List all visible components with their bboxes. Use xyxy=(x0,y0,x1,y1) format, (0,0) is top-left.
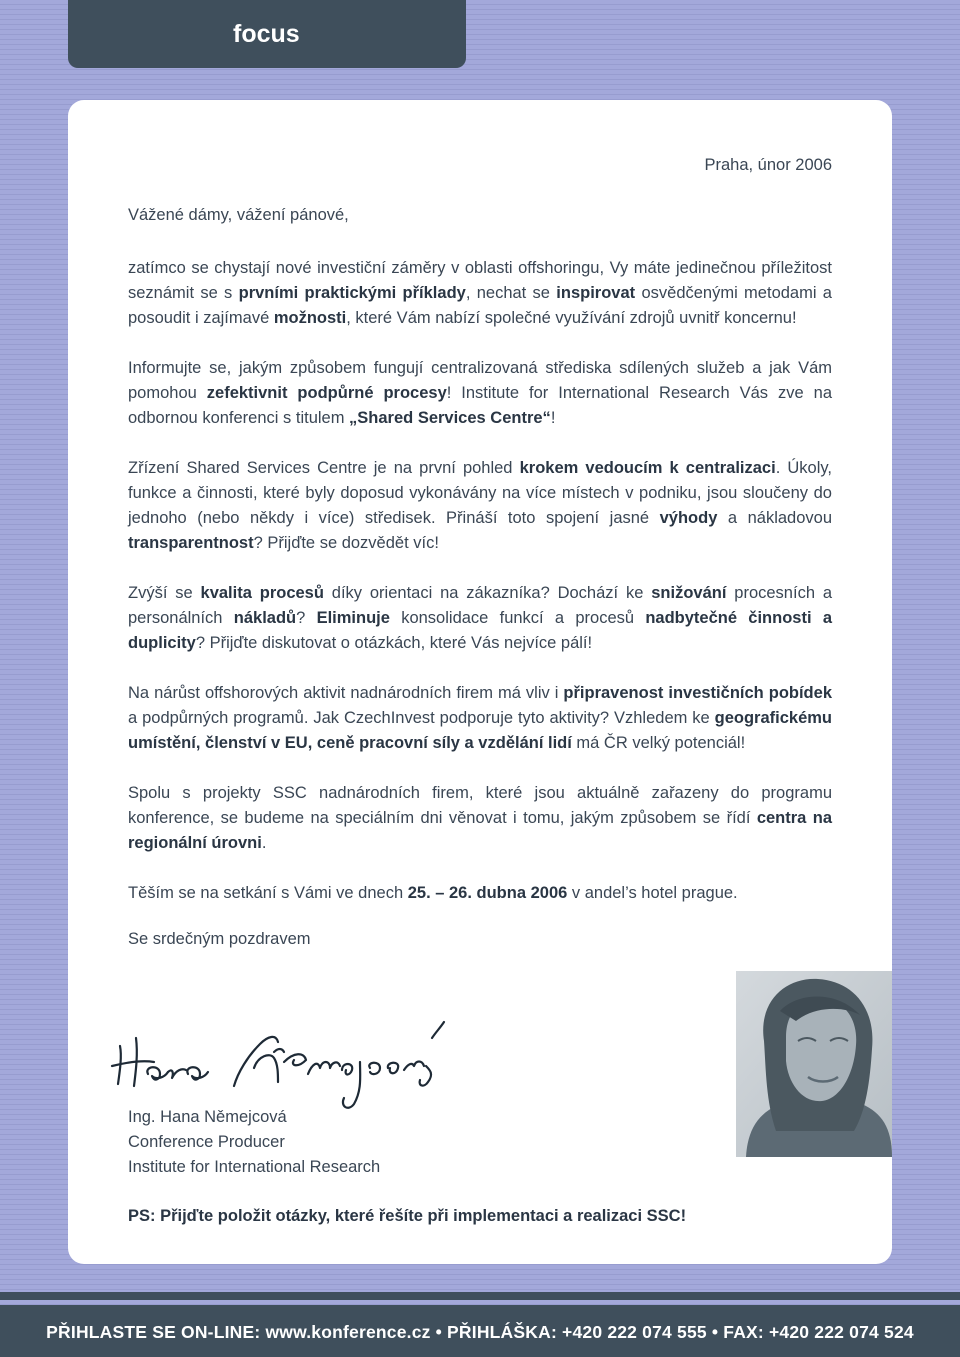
emphasis-text: „Shared Services Centre“ xyxy=(349,409,551,427)
footer-divider xyxy=(0,1292,960,1300)
signatory-role: Conference Producer xyxy=(128,1133,285,1151)
postscript: PS: Přijďte položit otázky, které řešíte při implementaci a realizaci SSC! xyxy=(128,1207,687,1225)
paragraph-text: Informujte se, jakým způsobem fungují centralizovaná střediska sdílených služeb a jak Vám pomohou xyxy=(128,359,832,402)
letter-closing: Se srdečným pozdravem xyxy=(128,930,311,948)
paragraph xyxy=(128,581,832,656)
emphasis-text: nákladů xyxy=(233,609,297,627)
emphasis-text: nadbytečné činnosti a duplicity xyxy=(128,609,832,652)
paragraph-text: Spolu s projekty SSC nadnárodních firem, které jsou aktuálně zařazeny do programu konference, se budeme na speciálním dni věnovat i tomu, jakým způsobem se řídí xyxy=(128,784,832,827)
paragraph-text: a podpůrných programů. Jak CzechInvest podporuje tyto aktivity? Vzhledem ke xyxy=(128,709,715,727)
paragraph-text: . Úkoly, funkce a činnosti, které byly doposud vykonávány na více místech v podniku, jsou sloučeny do jednoho (nebo někdy i více) středisek. Přináší toto spojení jasné xyxy=(128,459,832,527)
portrait-photo xyxy=(736,971,892,1157)
emphasis-text: geografickému umístění, členství v EU, ceně pracovní síly a vzdělání lidí xyxy=(128,709,832,752)
emphasis-text: prvními praktickými příklady xyxy=(238,284,466,302)
emphasis-text: centra na regionální úrovni xyxy=(128,809,833,852)
paragraph-text: v andel’s hotel prague. xyxy=(567,884,738,902)
emphasis-text: 25. – 26. dubna 2006 xyxy=(407,884,568,902)
paragraph-text: a nákladovou xyxy=(717,509,833,527)
letter-date: Praha, únor 2006 xyxy=(704,156,832,174)
emphasis-text: Eliminuje xyxy=(316,609,390,627)
section-tab xyxy=(68,0,466,68)
signatory-name: Ing. Hana Němejcová xyxy=(128,1108,287,1126)
emphasis-text: snižování xyxy=(651,584,727,602)
paragraph-text: osvědčenými metodami a posoudit i zajímavé xyxy=(128,284,832,327)
paragraph-text: má ČR velký potenciál! xyxy=(571,734,746,752)
section-tab-label: focus xyxy=(233,20,300,48)
paragraph-text: ! Institute for International Research Vás zve na odbornou konferenci s titulem xyxy=(128,384,833,427)
paragraph xyxy=(128,356,832,431)
paragraph xyxy=(128,681,832,756)
paragraph-text: Zvýší se xyxy=(128,584,201,602)
letter-body xyxy=(128,256,832,931)
emphasis-text: zefektivnit podpůrné procesy xyxy=(206,384,447,402)
emphasis-text: kvalita procesů xyxy=(200,584,324,602)
paragraph-text: , které Vám nabízí společné využívání zdrojů uvnitř koncernu! xyxy=(346,309,797,327)
letter-greeting: Vážené dámy, vážení pánové, xyxy=(128,206,349,224)
paragraph-text: ? Přijďte diskutovat o otázkách, které Vás nejvíce pálí! xyxy=(195,634,593,652)
emphasis-text: transparentnost xyxy=(128,534,254,552)
signature-image xyxy=(108,1008,448,1118)
footer-contact-text: PŘIHLASTE SE ON-LINE: www.konference.cz • PŘIHLÁŠKA: +420 222 074 555 • FAX: +420 222 074 524 xyxy=(46,1322,914,1342)
paragraph-text: díky orientaci na zákazníka? Dochází ke xyxy=(323,584,652,602)
paragraph-text: ? Přijďte se dozvědět víc! xyxy=(253,534,439,552)
emphasis-text: výhody xyxy=(659,509,718,527)
emphasis-text: inspirovat xyxy=(556,284,636,302)
paragraph-text: zatímco se chystají nové investiční záměry v oblasti offshoringu, Vy máte jedinečnou příležitost seznámit se s xyxy=(128,259,832,302)
paragraph-text: Na nárůst offshorových aktivit nadnárodních firem má vliv i xyxy=(128,684,564,702)
paragraph-text: konsolidace funkcí a procesů xyxy=(389,609,646,627)
emphasis-text: krokem vedoucím k centralizaci xyxy=(519,459,776,477)
emphasis-text: možnosti xyxy=(273,309,347,327)
paragraph-text: ? xyxy=(296,609,317,627)
paragraph-text: Zřízení Shared Services Centre je na první pohled xyxy=(128,459,520,477)
emphasis-text: připravenost investičních pobídek xyxy=(563,684,832,702)
paragraph xyxy=(128,456,832,556)
paragraph xyxy=(128,256,832,331)
paragraph xyxy=(128,881,832,906)
paragraph xyxy=(128,781,832,856)
footer-bar xyxy=(0,1305,960,1357)
signatory-block xyxy=(128,1105,380,1180)
paragraph-text: procesních a personálních xyxy=(128,584,833,627)
paragraph-text: . xyxy=(261,834,267,852)
signatory-org: Institute for International Research xyxy=(128,1158,381,1176)
paragraph-text: Těším se na setkání s Vámi ve dnech xyxy=(128,884,408,902)
paragraph-text: , nechat se xyxy=(465,284,557,302)
paragraph-text: ! xyxy=(550,409,556,427)
